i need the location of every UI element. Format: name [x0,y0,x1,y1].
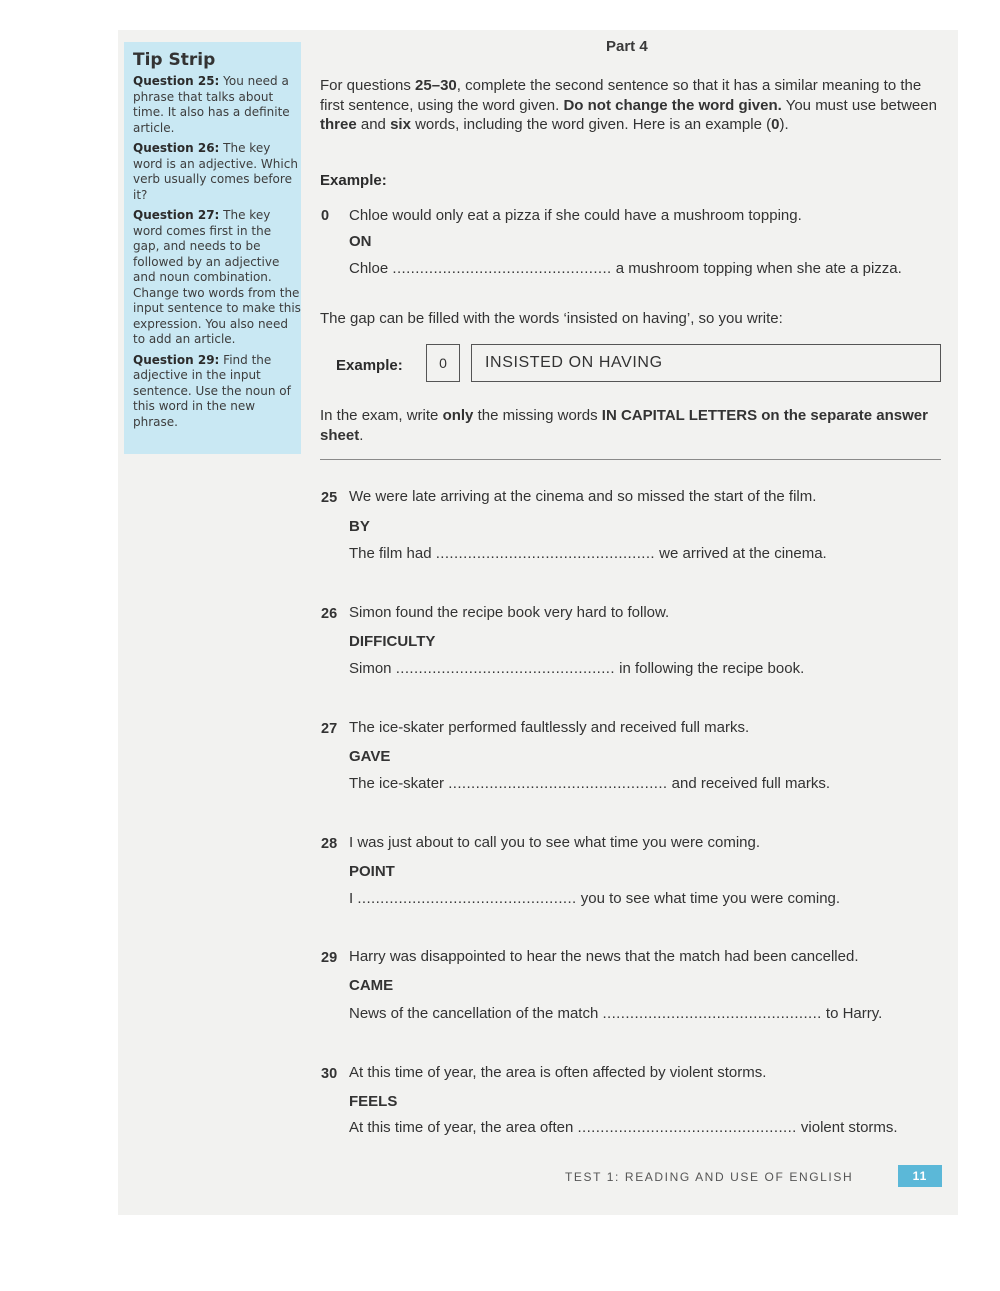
tip-text: The key word is an adjective. Which verb usually comes before it? [133,141,298,202]
question-number: 25 [321,490,338,506]
sentence-start: News of the cancellation of the match [349,1005,599,1022]
question-gapped-sentence [349,775,830,792]
footer-running-title: TEST 1: READING AND USE OF ENGLISH [565,1170,854,1184]
tip-label: Question 27: [133,208,220,222]
example-heading: Example: [320,172,387,189]
question-key-word: CAME [349,977,394,994]
sentence-start: The film had [349,545,432,562]
question-sentence: The ice-skater performed faultlessly and received full marks. [349,719,750,736]
instr-text: You must use between [781,96,937,114]
note-text: In the exam, write [320,407,443,424]
question-sentence: Harry was disappointed to hear the news that the match had been cancelled. [349,948,859,965]
instructions [320,76,940,135]
sentence-start: Chloe [349,260,389,277]
question-key-word: BY [349,518,370,535]
part-title: Part 4 [606,38,648,55]
question-key-word: FEELS [349,1093,398,1110]
note-caps: IN CAPITAL LETTERS on the separate answer sheet [320,407,928,444]
answer-gap: ................................................ [357,890,577,907]
question-key-word: POINT [349,863,395,880]
instr-six: six [390,116,411,133]
example-box-label: Example: [336,357,403,374]
tip-strip-title: Tip Strip [133,50,216,70]
instr-range: 25–30 [415,77,457,94]
instr-text: words, including the word given. Here is an example ( [410,116,772,133]
question-number: 30 [321,1066,338,1082]
answer-gap: ................................................ [392,260,612,277]
question-number: 29 [321,950,338,966]
gap-note: The gap can be filled with the words ‘insisted on having’, so you write: [320,310,783,327]
exam-note [320,406,940,446]
question-number: 27 [321,721,338,737]
instr-text: and [356,116,391,133]
tip-question-25 [133,74,301,136]
example-key-word: ON [349,233,372,250]
answer-gap: ................................................ [448,775,668,792]
sentence-end: to Harry. [825,1005,883,1022]
sentence-end: you to see what time you were coming. [580,890,841,907]
tip-label: Question 25: [133,74,220,88]
question-key-word: GAVE [349,748,391,765]
question-sentence: We were late arriving at the cinema and so missed the start of the film. [349,488,817,505]
question-gapped-sentence [349,1005,882,1022]
question-sentence: At this time of year, the area is often affected by violent storms. [349,1064,767,1081]
tip-strip [124,42,301,454]
example-gapped-sentence [349,260,902,277]
sentence-start: Simon [349,660,392,677]
instr-text: ). [779,116,789,133]
sentence-start: At this time of year, the area often [349,1119,574,1136]
tip-text: The key word comes first in the gap, and needs to be followed by an adjective and noun combination. Change two words from the input sentence to make this expression. You also need to add an article. [133,208,301,346]
tip-question-29 [133,353,301,431]
example-answer-box: INSISTED ON HAVING [471,344,941,382]
page-number-badge: 11 [898,1165,942,1187]
sentence-end: we arrived at the cinema. [659,545,827,562]
question-key-word: DIFFICULTY [349,633,436,650]
question-sentence: I was just about to call you to see what time you were coming. [349,834,761,851]
question-gapped-sentence [349,890,840,907]
answer-gap: ................................................ [602,1005,822,1022]
sentence-end: a mushroom topping when she ate a pizza. [615,260,902,277]
sentence-end: violent storms. [800,1119,898,1136]
tip-label: Question 29: [133,352,220,367]
instr-text: For questions [320,77,416,94]
example-sentence: Chloe would only eat a pizza if she could have a mushroom topping. [349,207,802,224]
answer-gap: ................................................ [435,545,655,562]
tip-label: Question 26: [133,141,220,155]
question-number: 28 [321,836,338,852]
question-number: 26 [321,606,338,622]
sentence-end: and received full marks. [671,775,831,792]
instr-text: , complete the second sentence so that it has a similar meaning to the first sentence, using the word given. [320,77,922,114]
instr-no-change: Do not change the word given. [563,96,782,114]
tip-text: You need a phrase that talks about time. It also has a definite article. [133,74,290,135]
instr-three: three [320,116,357,133]
note-text: . [359,427,364,444]
tip-question-26 [133,141,301,203]
answer-gap: ................................................ [577,1119,797,1136]
instr-zero: 0 [771,116,780,133]
question-gapped-sentence [349,1119,898,1136]
answer-gap: ................................................ [395,660,615,677]
note-only: only [442,407,474,424]
question-gapped-sentence [349,545,827,562]
example-number: 0 [321,208,330,224]
tip-text: Find the adjective in the input sentence. Use the noun of this word in the new phrase. [133,352,291,429]
example-number-box: 0 [426,344,460,382]
sentence-start: I [349,890,354,907]
note-text: the missing words [473,407,602,424]
section-divider [320,459,941,460]
sentence-end: in following the recipe book. [619,660,805,677]
question-sentence: Simon found the recipe book very hard to follow. [349,604,670,621]
tip-question-27 [133,208,301,348]
sentence-start: The ice-skater [349,775,445,792]
question-gapped-sentence [349,660,804,677]
